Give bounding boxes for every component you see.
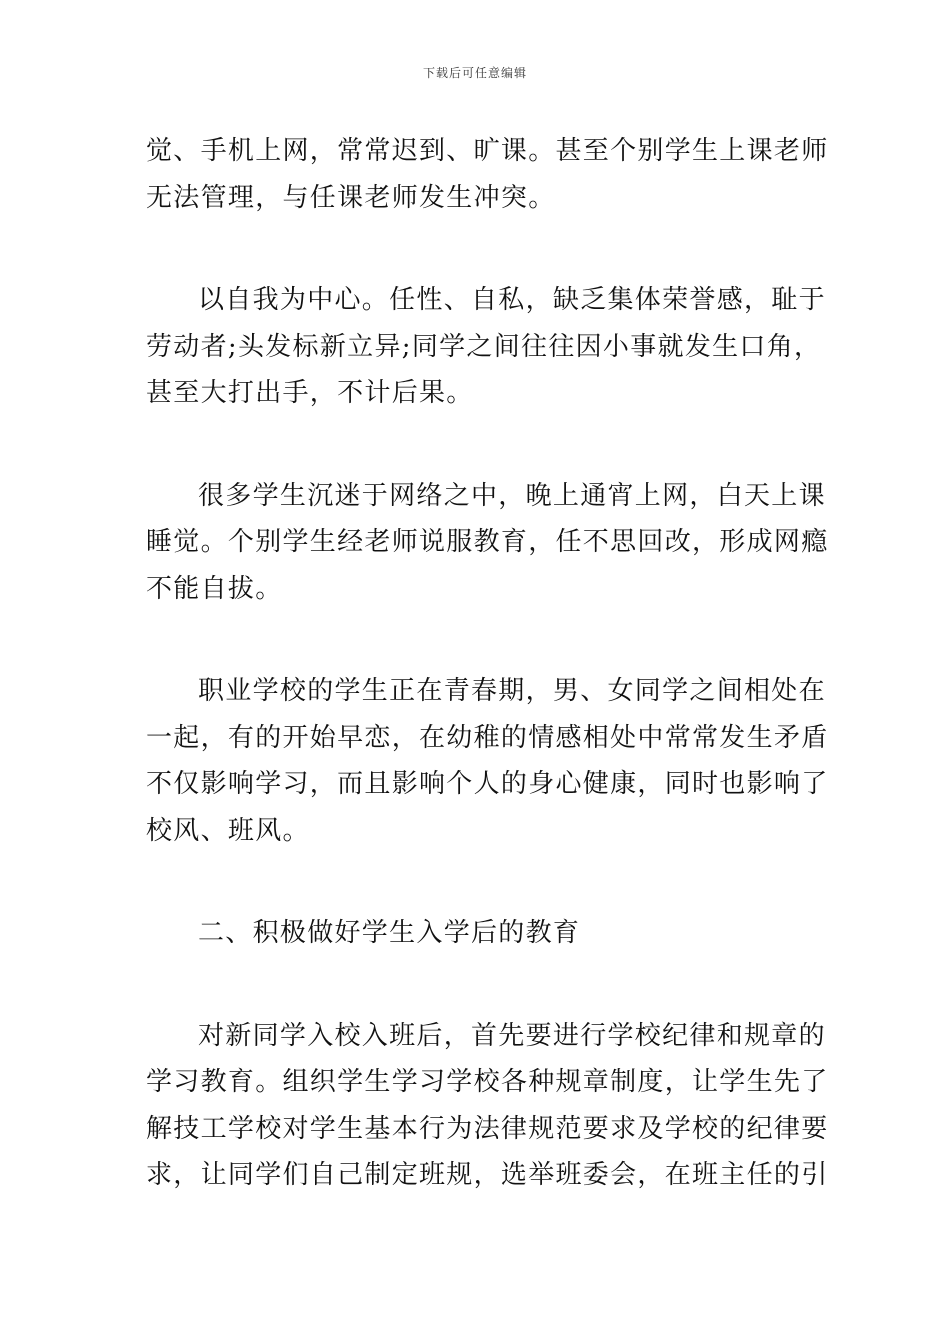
- document-body: [146, 128, 829, 1255]
- paragraph-line: 甚至大打出手，不计后果。: [146, 378, 474, 408]
- paragraph-1: [146, 128, 829, 221]
- paragraph-4: [146, 668, 829, 854]
- section-heading: [146, 910, 806, 957]
- paragraph-line: 不仅影响学习，而且影响个人的身心健康，同时也影响了: [146, 769, 829, 799]
- paragraph-line: 学习教育。组织学生学习学校各种规章制度，让学生先了: [146, 1067, 829, 1097]
- paragraph-5: [146, 1013, 829, 1199]
- paragraph-line: 不能自拔。: [146, 573, 283, 604]
- paragraph-line: 职业学校的学生正在青春期，男、女同学之间相处在: [198, 676, 826, 706]
- paragraph-line: 求，让同学们自己制定班规，选举班委会，在班主任的引: [146, 1160, 829, 1190]
- paragraph-line: 睡觉。个别学生经老师说服教育，任不思回改，形成网瘾: [146, 527, 829, 557]
- paragraph-line: 劳动者;头发标新立异;同学之间往往因小事就发生口角，: [146, 331, 822, 362]
- paragraph-line: 觉、手机上网，常常迟到、旷课。甚至个别学生上课老师: [146, 136, 829, 166]
- paragraph-line: 以自我为中心。任性、自私，缺乏集体荣誉感，耻于: [198, 285, 826, 315]
- paragraph-line: 校风、班风。: [146, 815, 310, 846]
- paragraph-line: 一起，有的开始早恋，在幼稚的情感相处中常常发生矛盾: [146, 722, 829, 753]
- page-header: 下载后可任意编辑: [422, 66, 527, 80]
- paragraph-2: [146, 277, 826, 417]
- paragraph-line: 解技工学校对学生基本行为法律规范要求及学校的纪律要: [146, 1113, 829, 1144]
- paragraph-3: [146, 473, 829, 613]
- paragraph-line: 很多学生沉迷于网络之中，晚上通宵上网，白天上课: [198, 480, 826, 511]
- paragraph-line: 无法管理，与任课老师发生冲突。: [146, 182, 556, 213]
- paragraph-line: 对新同学入校入班后，首先要进行学校纪律和规章的: [198, 1020, 826, 1051]
- section-heading-text: 二、积极做好学生入学后的教育: [198, 918, 581, 948]
